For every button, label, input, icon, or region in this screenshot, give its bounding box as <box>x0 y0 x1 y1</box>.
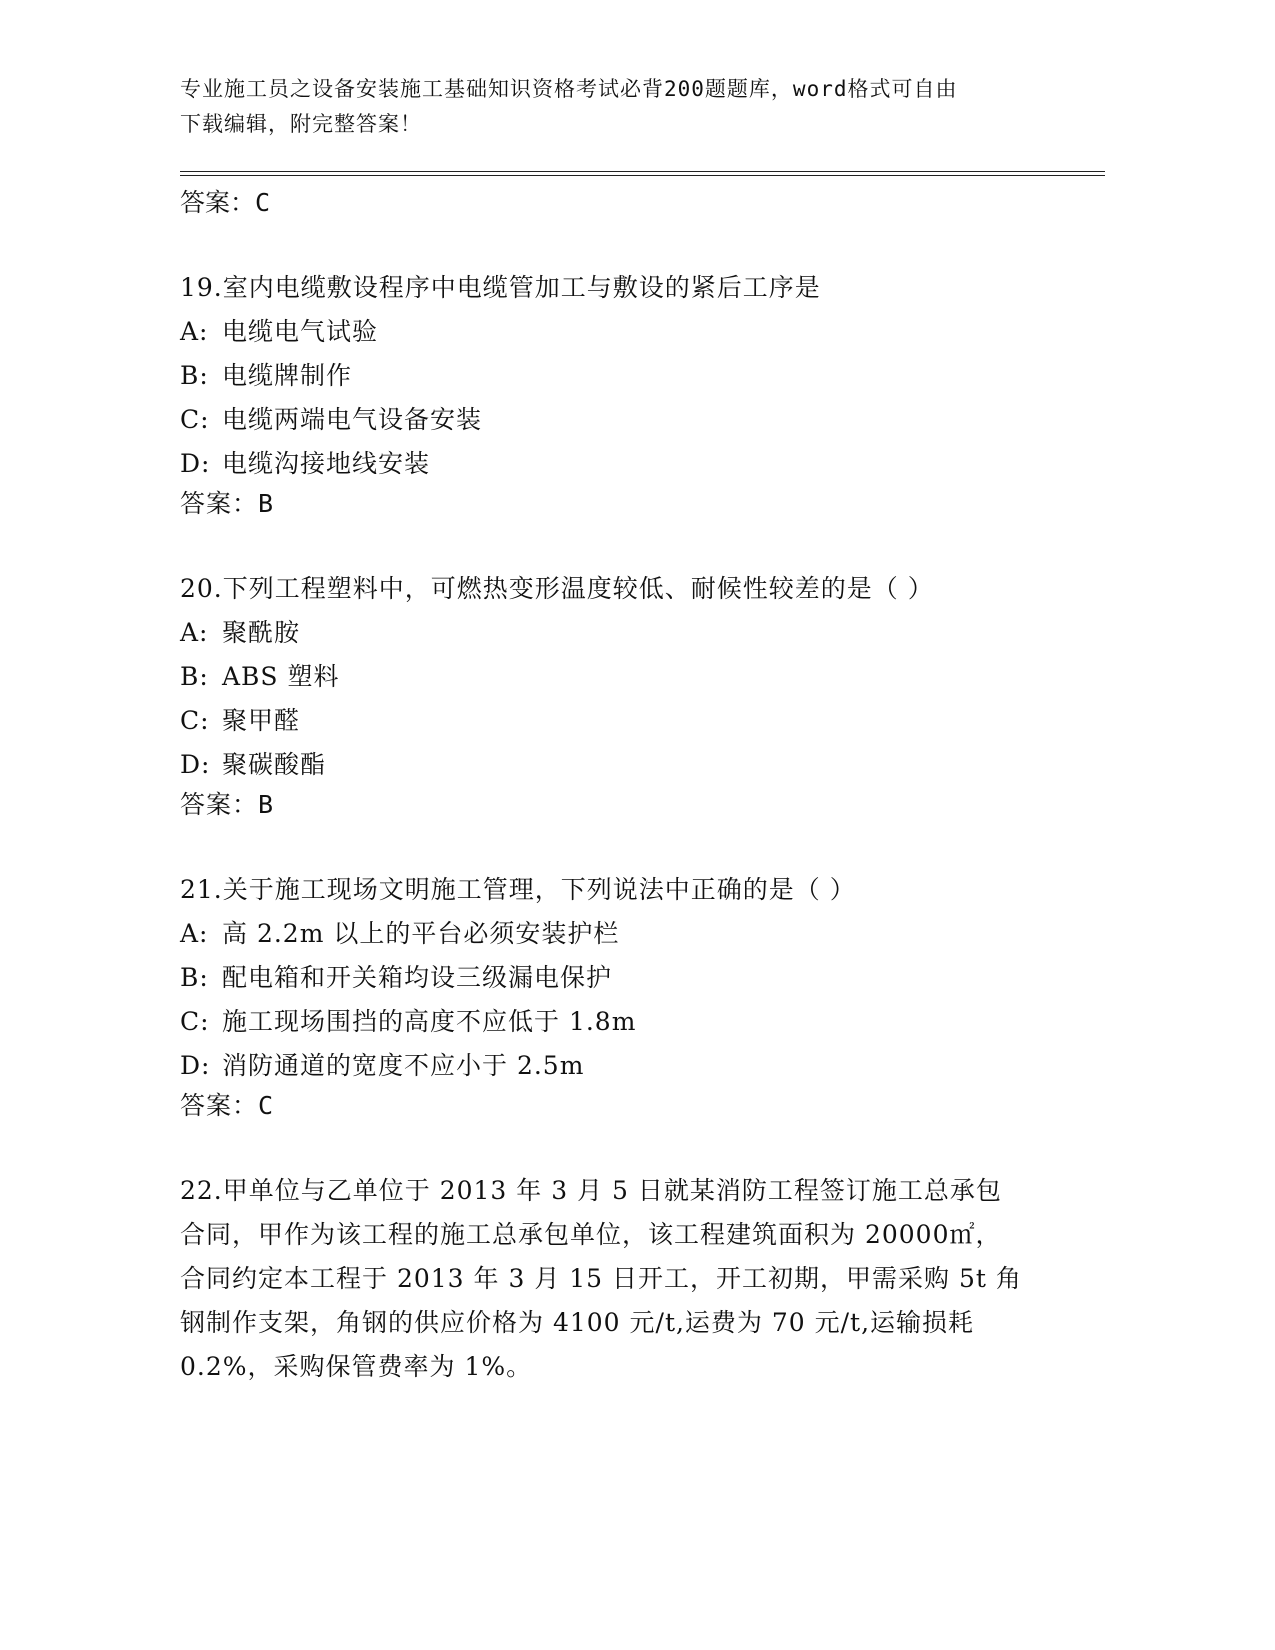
header-line-2: 下载编辑，附完整答案！ <box>180 112 422 136</box>
option-text: 聚甲醛 <box>222 706 301 735</box>
header-line-1: 专业施工员之设备安装施工基础知识资格考试必背200题题库，word格式可自由 <box>180 77 958 101</box>
question-list <box>180 183 1100 1389</box>
option-a <box>180 611 1100 655</box>
question-20 <box>180 567 1100 825</box>
option-text: 高 2.2m 以上的平台必须安装护栏 <box>222 919 620 948</box>
option-letter: C: <box>180 405 210 434</box>
question-stem: 20.下列工程塑料中，可燃热变形温度较低、耐候性较差的是（ ） <box>180 574 934 603</box>
option-c <box>180 699 1100 743</box>
question-21 <box>180 868 1100 1126</box>
question-stem: 21.关于施工现场文明施工管理，下列说法中正确的是（ ） <box>180 875 856 904</box>
question-19 <box>180 266 1100 524</box>
option-text: 电缆电气试验 <box>222 317 379 346</box>
stem-line: 22.甲单位与乙单位于 2013 年 3 月 5 日就某消防工程签订施工总承包 <box>180 1176 1002 1205</box>
option-a <box>180 912 1100 956</box>
option-text: 电缆牌制作 <box>222 361 353 390</box>
option-b <box>180 655 1100 699</box>
document-header <box>180 72 1060 142</box>
option-letter: D: <box>180 1051 211 1080</box>
option-text: 聚酰胺 <box>222 618 301 647</box>
answer: 答案：B <box>180 790 275 819</box>
previous-answer: 答案：C <box>180 188 271 217</box>
stem-line: 0.2%，采购保管费率为 1%。 <box>180 1352 533 1381</box>
option-d <box>180 442 1100 486</box>
option-letter: D: <box>180 750 211 779</box>
option-a <box>180 310 1100 354</box>
option-letter: B: <box>180 361 209 390</box>
answer: 答案：C <box>180 1091 275 1120</box>
option-text: 电缆沟接地线安装 <box>222 449 431 478</box>
answer: 答案：B <box>180 489 275 518</box>
option-letter: C: <box>180 706 210 735</box>
option-b <box>180 354 1100 398</box>
option-letter: A: <box>180 618 209 647</box>
stem-line: 合同，甲作为该工程的施工总承包单位，该工程建筑面积为 20000㎡， <box>180 1220 1002 1249</box>
question-stem: 19.室内电缆敷设程序中电缆管加工与敷设的紧后工序是 <box>180 273 821 302</box>
option-text: 施工现场围挡的高度不应低于 1.8m <box>222 1007 637 1036</box>
option-letter: A: <box>180 919 209 948</box>
option-letter: A: <box>180 317 209 346</box>
stem-line: 钢制作支架，角钢的供应价格为 4100 元/t,运费为 70 元/t,运输损耗 <box>180 1308 975 1337</box>
header-divider-top <box>180 171 1105 172</box>
option-b <box>180 956 1100 1000</box>
option-letter: B: <box>180 662 209 691</box>
option-text: 消防通道的宽度不应小于 2.5m <box>222 1051 585 1080</box>
option-c <box>180 1000 1100 1044</box>
option-letter: B: <box>180 963 209 992</box>
option-d <box>180 1044 1100 1088</box>
option-text: ABS 塑料 <box>222 662 340 691</box>
option-letter: C: <box>180 1007 210 1036</box>
option-text: 配电箱和开关箱均设三级漏电保护 <box>222 963 613 992</box>
option-d <box>180 743 1100 787</box>
header-divider-bottom <box>180 175 1105 176</box>
question-22 <box>180 1169 1100 1389</box>
option-text: 电缆两端电气设备安装 <box>222 405 483 434</box>
option-c <box>180 398 1100 442</box>
question-stem <box>180 1169 1040 1389</box>
option-letter: D: <box>180 449 211 478</box>
stem-line: 合同约定本工程于 2013 年 3 月 15 日开工，开工初期，甲需采购 5t 角 <box>180 1264 1022 1293</box>
option-text: 聚碳酸酯 <box>222 750 327 779</box>
